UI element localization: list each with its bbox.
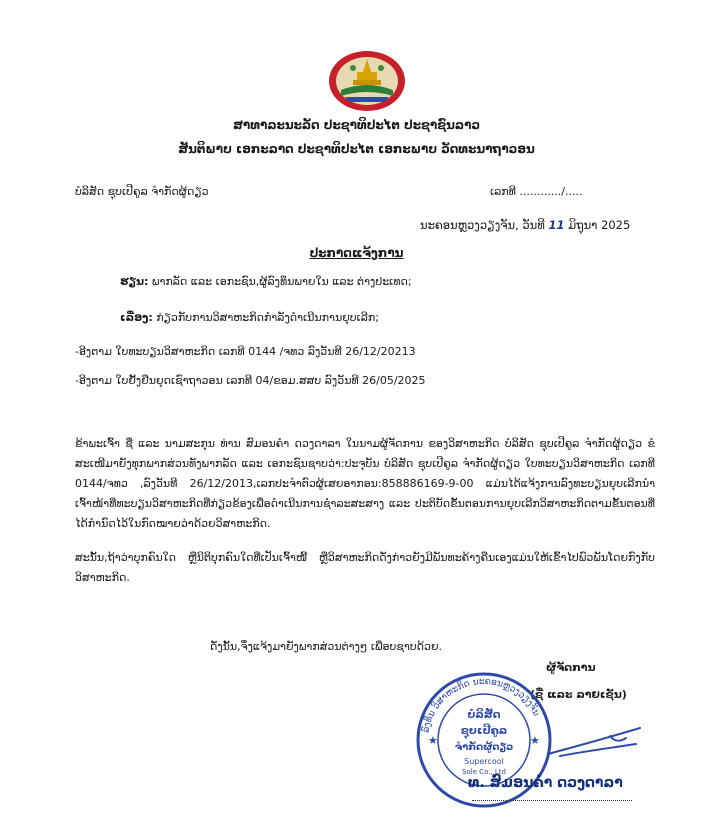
stamp-line3: ຈຳກັດຜູ້ດຽວ <box>454 742 514 753</box>
subject-text: ກ່ຽວກັບການວິສາຫະກິດກຳລັງດຳເນີນການຍຸບເລີກ; <box>152 311 379 324</box>
national-header-line1: ສາທາລະນະລັດ ປະຊາທິປະໄຕ ປະຊາຊົນລາວ <box>232 118 481 132</box>
national-header-line2: ສັນຕິພາບ ເອກະລາດ ປະຊາທິປະໄຕ ເອກະພາບ ວັດທະນາຖາວອນ <box>178 142 535 156</box>
company-name: ບໍລິສັດ ຊຸບເປີຄູລ ຈຳກັດຜູ້ດຽວ <box>75 185 209 198</box>
stamp-en1: Supercool <box>464 757 504 766</box>
signature-label: (ຊື່ ແລະ ລາຍເຊັນ) <box>530 688 627 701</box>
stamp-star-icon: ★ <box>530 734 540 747</box>
addressee-text: ພາກລັດ ແລະ ເອກະຊົນ,ຜູ້ລົງທຶນພາຍໃນ ແລະ ຕ່າງປະເທດ; <box>148 275 412 288</box>
date-prefix: ນະຄອນຫຼວງວຽງຈັນ, ວັນທີ <box>420 218 545 232</box>
handwritten-signature <box>540 718 650 768</box>
signatory-name: ທ. ສົມອນຄຳ ດວງດາລາ <box>468 775 623 791</box>
closing-line: ດັ່ງນັ້ນ,ຈຶ່ງແຈ້ງມາຍັງພາກສ່ວນຕ່າງໆ ເພື່ອບຊາບດ້ວຍ. <box>210 640 443 653</box>
stamp-star-icon: ★ <box>428 734 438 747</box>
stamp-en2: Sole Co., Ltd <box>461 768 507 776</box>
subject-line <box>120 311 379 324</box>
legal-reference-2: -ອີງຕາມ ໃບຢັ້ງຢືນຍຸດເຊົາຖາວອນ ເລກທີ 04/ຂອມ.ສສບ ລົງວັນທີ 26/05/2025 <box>75 374 426 387</box>
addressee-label: ຮຽນ: <box>120 275 149 288</box>
signature-dotted-line <box>472 800 632 801</box>
reference-number: ເລກທີ ............/..... <box>490 185 583 198</box>
document-title: ປະກາດແຈ້ງການ <box>309 246 404 260</box>
national-emblem <box>327 50 407 112</box>
stamp-line1: ບໍລິສັດ <box>467 708 501 721</box>
document-date <box>420 218 630 232</box>
body-paragraph-1: ຂ້າພະເຈົ້າ ຊື່ ແລະ ນາມສະກຸນ ທ່ານ ສົມອນຄຳ ດວງດາລາ ໃນນາມຜູ້ຈັດການ ຂອງວິສາຫະກິດ ບໍລິສັດ ຊຸບເປີຄູລ ຈຳກັດຜູ້ດຽວ ຂໍສະເໜີມາຍັງທຸກພາກສ່ວນທັງພາກລັດ ແລະ ເອກະຊົນຊາບວ່າ:ປະຈຸບັນ ບໍລິສັດ ຊຸບເປີຄູລ ຈຳກັດຜູ້ດຽວ ໃບທະບຽນວິສາຫະກິດ ເລກທີ 0144/ຈທວ ,ລົງວັນທີ 26/12/2013,ເລກປະຈຳຕົວຜູ້ເສຍອາກອນ:858886169-9-00 ແມ່ນໄດ້ແຈ້ງການລົງທະບຽນຍຸບເລີກນຳເຈົ້າໜ້າທີ່ທະບຽນວິສາຫະກິດທີ່ກ່ຽວຂ້ອງເພື່ອດຳເນີນການຊຳລະສະສາງ ແລະ ປະຕິບັດຂັ້ນຕອນການຍຸບເລີກວິສາຫະກິດຕາມຂັ້ນຕອນທີ່ໄດ້ກຳນົດໄວ້ໃນກົດໝາຍວ່າດ້ວຍວິສາຫະກິດ. <box>75 437 655 530</box>
date-suffix: ມິຖຸນາ 2025 <box>568 218 631 232</box>
legal-reference-1: -ອີງຕາມ ໃບທະບຽນວິສາຫະກິດ ເລກທີ 0144 /ຈທວ ລົງວັນທີ 26/12/20213 <box>75 345 416 358</box>
body-paragraph-2: ສະນັ້ນ,ຖ້າວ່າບຸກຄົນໃດ ຫຼືນິຕິບຸກຄົນໃດທີ່ເປັນເຈົ້າໜີ້ ຫຼືວິສາຫະກິດດັ່ງກ່າວຍັງມີພັນທະຄ້າງຄືນເອງແມ່ນໃຫ້ເຂົ້າໄປພົວພັນໂດຍກົງກັບວິສາຫະກິດ. <box>75 551 655 584</box>
date-day: 11 <box>548 218 565 232</box>
subject-label: ເລື່ອງ: <box>120 311 153 324</box>
signatory-position: ຜູ້ຈັດການ <box>546 661 596 674</box>
stamp-line2: ຊຸບເປີຄູລ <box>460 724 508 737</box>
addressee-line <box>120 275 412 288</box>
stamp-ring-text: ລົງທຶນ ວິສາຫະກິດ ນະຄອນຫຼວງວຽງຈັນ <box>421 676 542 734</box>
